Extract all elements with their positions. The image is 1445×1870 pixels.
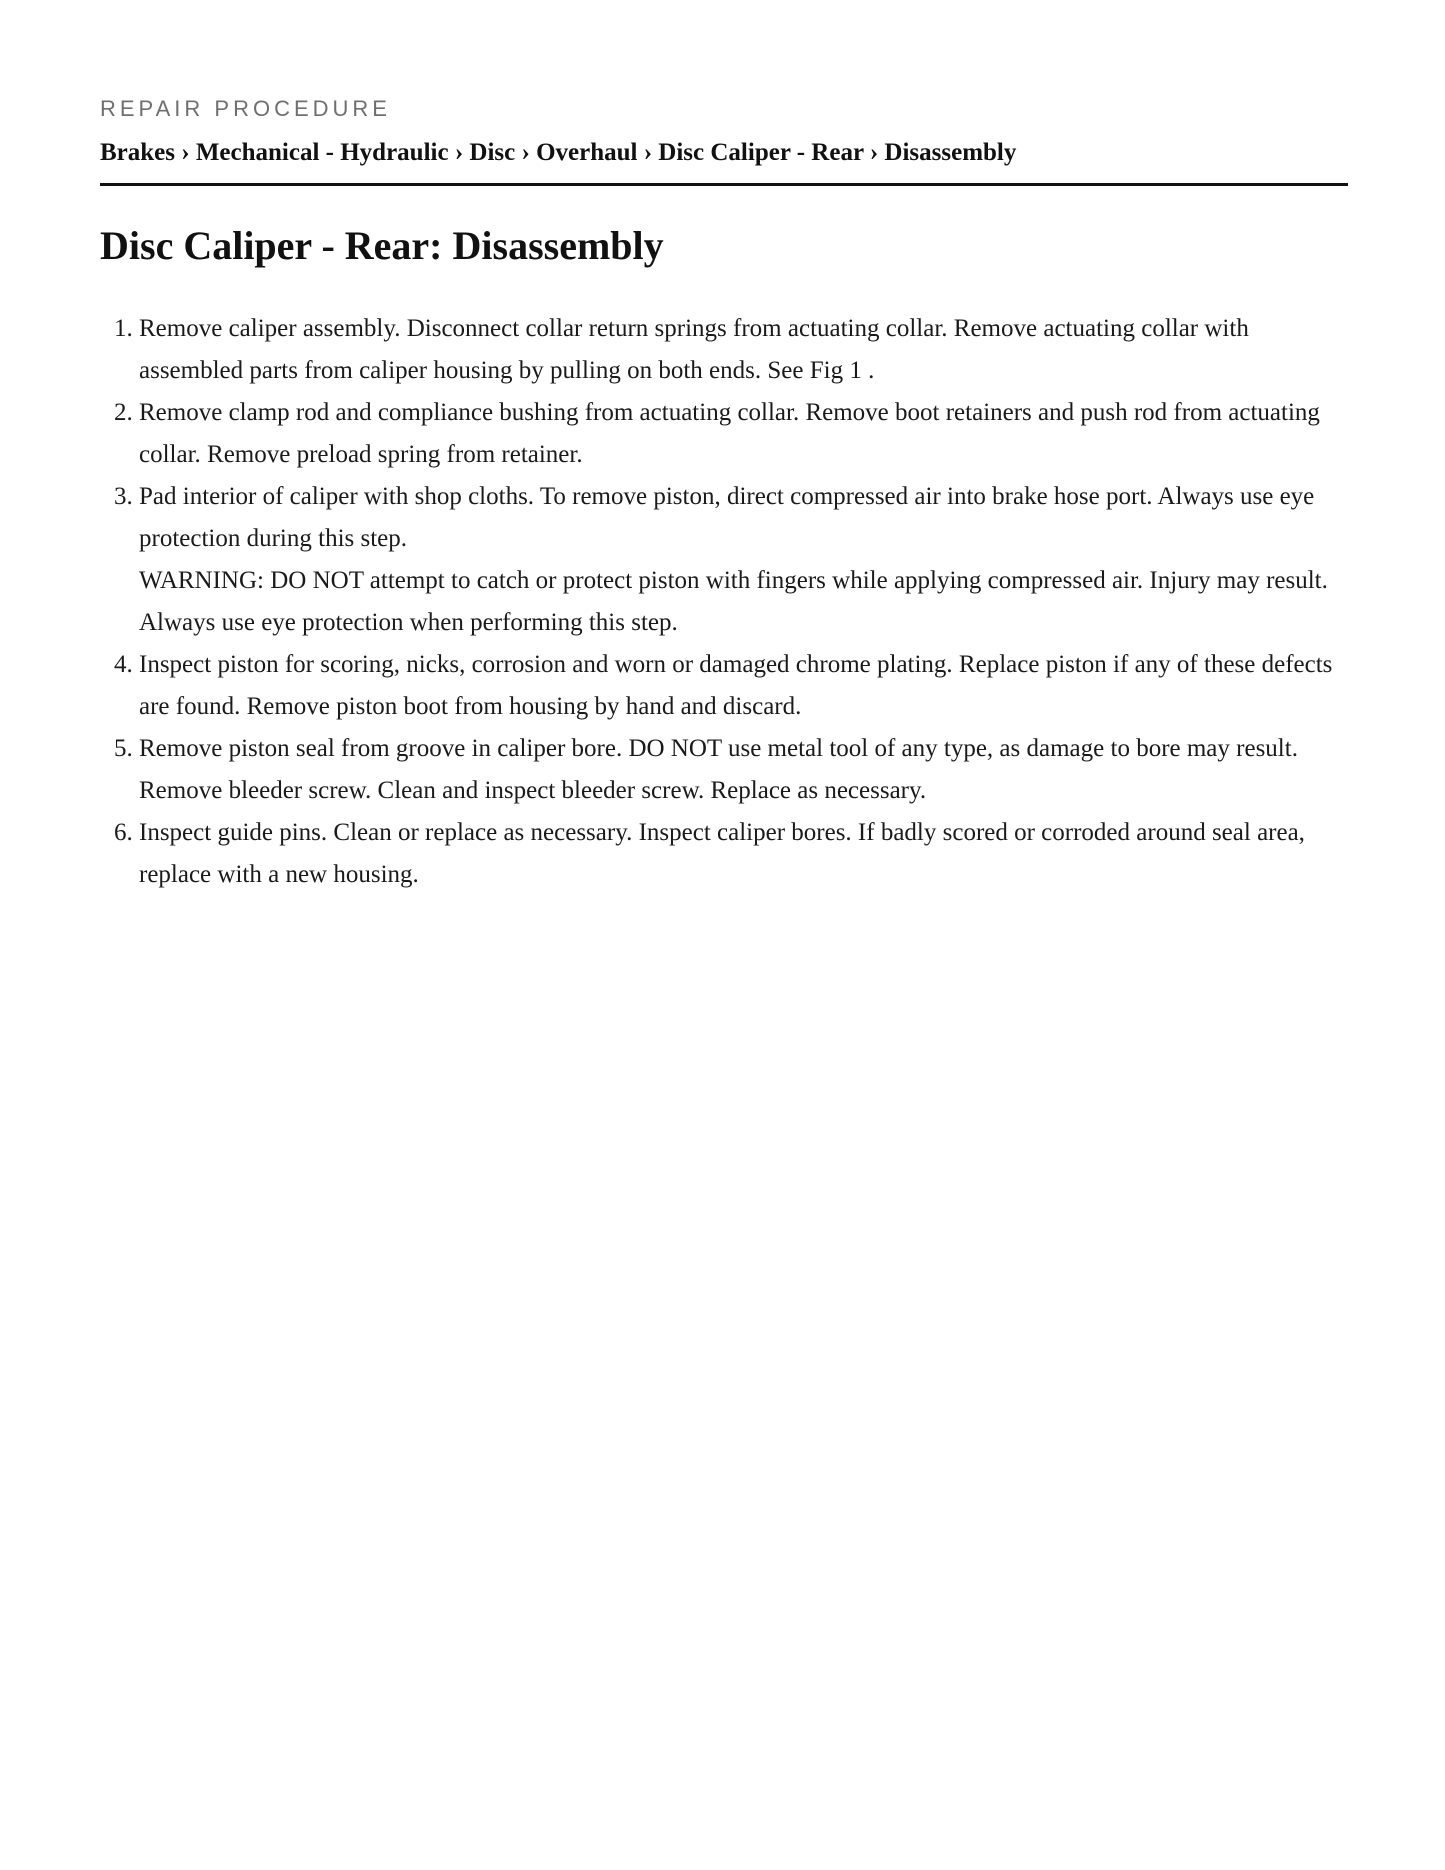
- breadcrumb-separator: ›: [643, 139, 653, 166]
- procedure-step-2: [139, 392, 1348, 476]
- step-text: Inspect guide pins. Clean or replace as necessary. Inspect caliper bores. If badly scored or corroded around seal area, replace with a new housing.: [139, 819, 1305, 888]
- document-page: [100, 0, 1348, 896]
- step-text: Remove piston seal from groove in caliper bore. DO NOT use metal tool of any type, as damage to bore may result. Remove bleeder screw. Clean and inspect bleeder screw. Replace as necessary.: [139, 735, 1298, 804]
- step-text: Pad interior of caliper with shop cloths. To remove piston, direct compressed air into brake hose port. Always use eye protection during this step.: [139, 483, 1315, 552]
- step-text: Inspect piston for scoring, nicks, corrosion and worn or damaged chrome plating. Replace piston if any of these defects are found. Remove piston boot from housing by hand and discard.: [139, 651, 1333, 720]
- procedure-step-5: [139, 728, 1348, 812]
- step-text: Remove caliper assembly. Disconnect collar return springs from actuating collar. Remove actuating collar with assembled parts from caliper housing by pulling on both ends. See Fig 1 .: [139, 315, 1249, 384]
- procedure-step-3: [139, 476, 1348, 644]
- breadcrumb-item-overhaul[interactable]: Overhaul: [536, 139, 638, 166]
- procedure-step-1: [139, 308, 1348, 392]
- page-title: Disc Caliper - Rear: Disassembly: [100, 223, 664, 268]
- breadcrumb-separator: ›: [521, 139, 530, 166]
- breadcrumb-separator: ›: [869, 139, 879, 166]
- procedure-step-6: [139, 812, 1348, 896]
- breadcrumb-item-disc-caliper-rear[interactable]: Disc Caliper - Rear: [658, 139, 864, 166]
- breadcrumb-item-disc[interactable]: Disc: [469, 139, 516, 166]
- breadcrumb-item-mechanical-hydraulic[interactable]: Mechanical - Hydraulic: [195, 139, 449, 166]
- breadcrumb: [100, 137, 1348, 169]
- warning-note: WARNING: DO NOT attempt to catch or protect piston with fingers while applying compressed air. Injury may result. Always use eye protection when performing this step.: [139, 567, 1328, 636]
- step-text: Remove clamp rod and compliance bushing from actuating collar. Remove boot retainers and push rod from actuating collar. Remove preload spring from retainer.: [139, 399, 1320, 468]
- header-divider: [100, 183, 1348, 186]
- breadcrumb-item-brakes[interactable]: Brakes: [100, 139, 175, 166]
- breadcrumb-item-disassembly: Disassembly: [884, 139, 1017, 166]
- breadcrumb-separator: ›: [181, 139, 190, 166]
- procedure-step-4: [139, 644, 1348, 728]
- section-kicker: REPAIR PROCEDURE: [100, 96, 391, 121]
- breadcrumb-separator: ›: [454, 139, 464, 166]
- procedure-steps: [100, 308, 1348, 896]
